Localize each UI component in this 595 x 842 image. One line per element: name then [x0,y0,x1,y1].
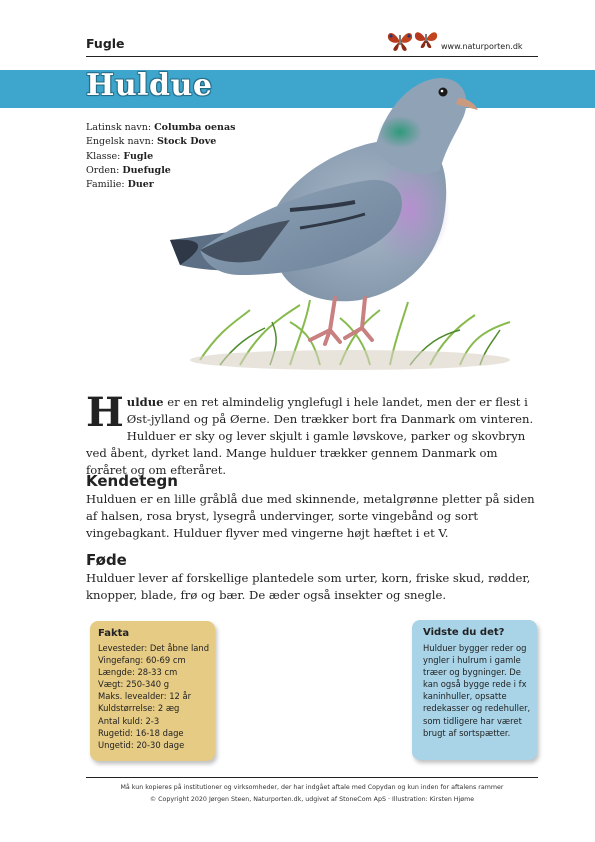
category-label: Fugle [86,36,125,51]
bottom-divider [86,777,538,778]
fakta-line: Levesteder: Det åbne land [98,643,210,653]
butterfly-icon [385,26,441,54]
kendetegn-text: Hulduen er en lille gråblå due med skinnende, metalgrønne pletter på siden af halsen, rosa bryst, lysegrå undervinger, sorte vingebånd og sort vingebagkant. Hulduer flyver med vingerne højt hæftet i et V. [86,492,535,540]
fakta-line: Vægt: 250-340 g [98,679,170,690]
fakta-line: Vingefang: 60-69 cm [98,655,186,666]
fakta-line: Antal kuld: 2-3 [98,715,160,726]
site-url[interactable]: www.naturporten.dk [441,42,523,51]
taxonomy-family: Familie: Duer [86,179,154,191]
taxonomy-latin: Latinsk navn: Columba oenas [86,122,236,133]
vidste-title: Vidste du det? [423,627,505,638]
vidste-text: Hulduer bygger reder og yngler i hulrum i gamle træer og bygninger. De kan også bygge rede i fx kaninhuller, opsatte redekasser og redehuller, som tidligere har været brugt af sortspætter. [423,643,531,738]
fakta-line: Rugetid: 16-18 dage [98,727,184,738]
intro-dropcap: H [86,389,124,436]
vidste-du-det-box [412,620,537,760]
taxonomy-english: Engelsk navn: Stock Dove [86,136,217,148]
intro-bold: uldue [126,395,164,409]
kendetegn-heading: Kendetegn [86,472,178,490]
taxonomy-class: Klasse: Fugle [86,150,154,162]
fakta-line: Maks. levealder: 12 år [98,691,192,702]
taxonomy-order: Orden: Duefugle [86,164,171,176]
site-logo[interactable] [385,26,545,54]
stock-dove-illustration [140,60,560,390]
fakta-line: Ungetid: 20-30 dage [98,739,185,750]
fakta-box [90,621,215,761]
fakta-line: Længde: 28-33 cm [98,667,178,678]
top-divider [86,56,538,57]
foede-text: Hulduer lever af forskellige plantedele som urter, korn, friske skud, rødder, knopper, blade, frø og bær. De æder også insekter og snegle. [86,571,531,602]
fakta-title: Fakta [98,628,130,639]
fakta-list [98,642,209,751]
intro-text: er en ret almindelig ynglefugl i hele landet, men der er flest i Øst-jylland og på Øerne. Den trækker bort fra Danmark om vinteren. Hulduer er sky og lever skjult i gamle løvskove, parker og skovbryn ved åbent, dyrket land. Mange hulduer trækker gennem Danmark om foråret og om efteråret. [86,395,534,477]
foede-heading: Føde [86,551,127,569]
page-title: Huldue [86,68,213,103]
fakta-line: Kuldstørrelse: 2 æg [98,703,180,714]
footer-license: Må kun kopieres på institutioner og virksomheder, der har indgået aftale med Copydan og kun inden for aftalens rammer [120,784,504,791]
footer-copyright: © Copyright 2020 Jørgen Steen, Naturporten.dk, udgivet af StoneCom ApS · Illustration: Kirsten Hjøme [149,796,475,803]
intro-paragraph [86,389,538,479]
